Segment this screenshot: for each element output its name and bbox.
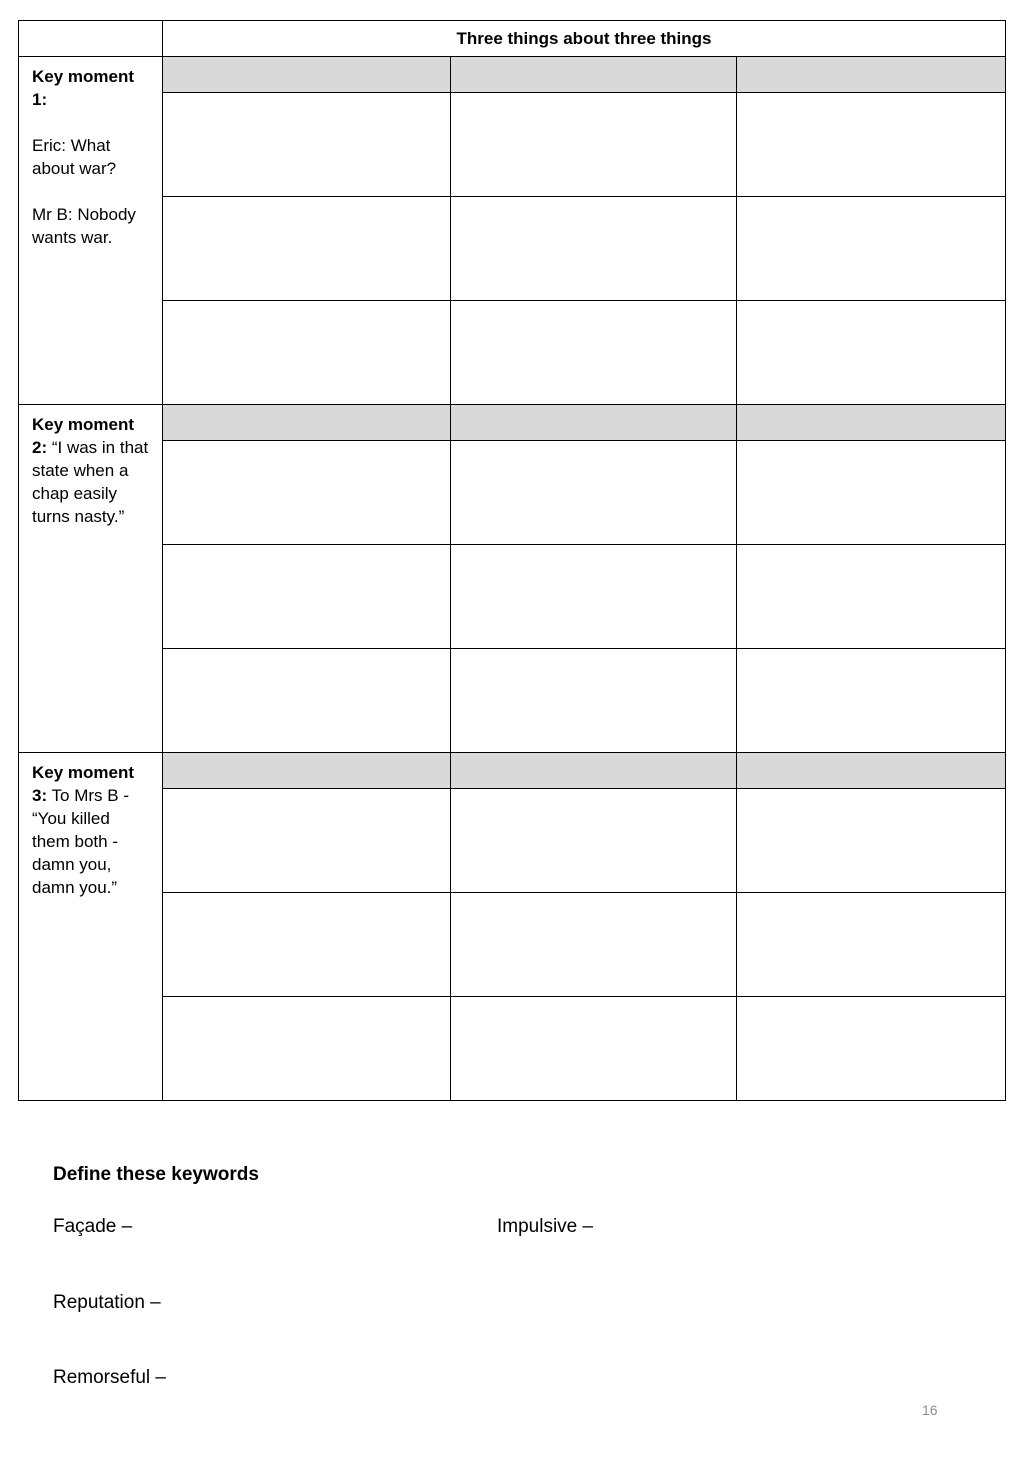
answer-cell[interactable] [451, 893, 737, 997]
key-moment-1-subheader-row [19, 57, 1006, 93]
answer-cell[interactable] [737, 545, 1006, 649]
answer-cell[interactable] [163, 893, 451, 997]
keyword-reputation: Reputation – [53, 1292, 161, 1313]
answer-cell[interactable] [451, 545, 737, 649]
answer-row [19, 441, 1006, 545]
key-moment-1-line-1: Eric: What about war? [32, 136, 117, 178]
answer-row [19, 789, 1006, 893]
answer-row [19, 893, 1006, 997]
subheader-cell [737, 405, 1006, 441]
key-moment-2-heading: Key moment 2: [32, 415, 135, 457]
key-moment-1-line-2: Mr B: Nobody wants war. [32, 205, 136, 247]
answer-cell[interactable] [451, 789, 737, 893]
table-header-row [19, 21, 1006, 57]
answer-cell[interactable] [451, 649, 737, 753]
answer-cell[interactable] [737, 197, 1006, 301]
key-moment-2-quote: “I was in that state when a chap easily turns nasty.” [32, 438, 149, 526]
answer-cell[interactable] [737, 93, 1006, 197]
subheader-cell [737, 753, 1006, 789]
answer-row [19, 545, 1006, 649]
answer-cell[interactable] [451, 301, 737, 405]
answer-row [19, 301, 1006, 405]
answer-cell[interactable] [737, 301, 1006, 405]
key-moment-3-quote: To Mrs B - “You killed them both - damn you, damn you.” [32, 786, 129, 897]
answer-row [19, 197, 1006, 301]
key-moment-3-cell [19, 753, 163, 1101]
keywords-title: Define these keywords [53, 1164, 259, 1185]
subheader-cell [451, 57, 737, 93]
answer-row [19, 649, 1006, 753]
subheader-cell [737, 57, 1006, 93]
keyword-remorseful: Remorseful – [53, 1367, 166, 1388]
answer-cell[interactable] [737, 441, 1006, 545]
answer-cell[interactable] [737, 649, 1006, 753]
answer-cell[interactable] [737, 789, 1006, 893]
key-moment-2-subheader-row [19, 405, 1006, 441]
key-moments-table [18, 20, 1006, 1101]
answer-cell[interactable] [163, 441, 451, 545]
subheader-cell [451, 753, 737, 789]
header-blank-cell [19, 21, 163, 57]
answer-row [19, 997, 1006, 1101]
key-moment-2-cell [19, 405, 163, 753]
answer-cell[interactable] [451, 93, 737, 197]
subheader-cell [451, 405, 737, 441]
answer-cell[interactable] [163, 197, 451, 301]
answer-cell[interactable] [163, 997, 451, 1101]
answer-cell[interactable] [737, 997, 1006, 1101]
keyword-facade: Façade – [53, 1216, 133, 1237]
key-moment-3-heading: Key moment 3: [32, 763, 135, 805]
subheader-cell [163, 753, 451, 789]
answer-row [19, 93, 1006, 197]
answer-cell[interactable] [163, 649, 451, 753]
answer-cell[interactable] [737, 893, 1006, 997]
key-moment-1-cell [19, 57, 163, 405]
table-header-title: Three things about three things [163, 21, 1006, 57]
answer-cell[interactable] [163, 301, 451, 405]
answer-cell[interactable] [163, 93, 451, 197]
keyword-impulsive: Impulsive – [497, 1216, 594, 1237]
answer-cell[interactable] [451, 997, 737, 1101]
key-moment-1-heading: Key moment 1: [32, 67, 135, 109]
subheader-cell [163, 405, 451, 441]
answer-cell[interactable] [451, 441, 737, 545]
key-moment-3-subheader-row [19, 753, 1006, 789]
answer-cell[interactable] [451, 197, 737, 301]
subheader-cell [163, 57, 451, 93]
page-number: 16 [922, 1402, 938, 1418]
answer-cell[interactable] [163, 545, 451, 649]
answer-cell[interactable] [163, 789, 451, 893]
